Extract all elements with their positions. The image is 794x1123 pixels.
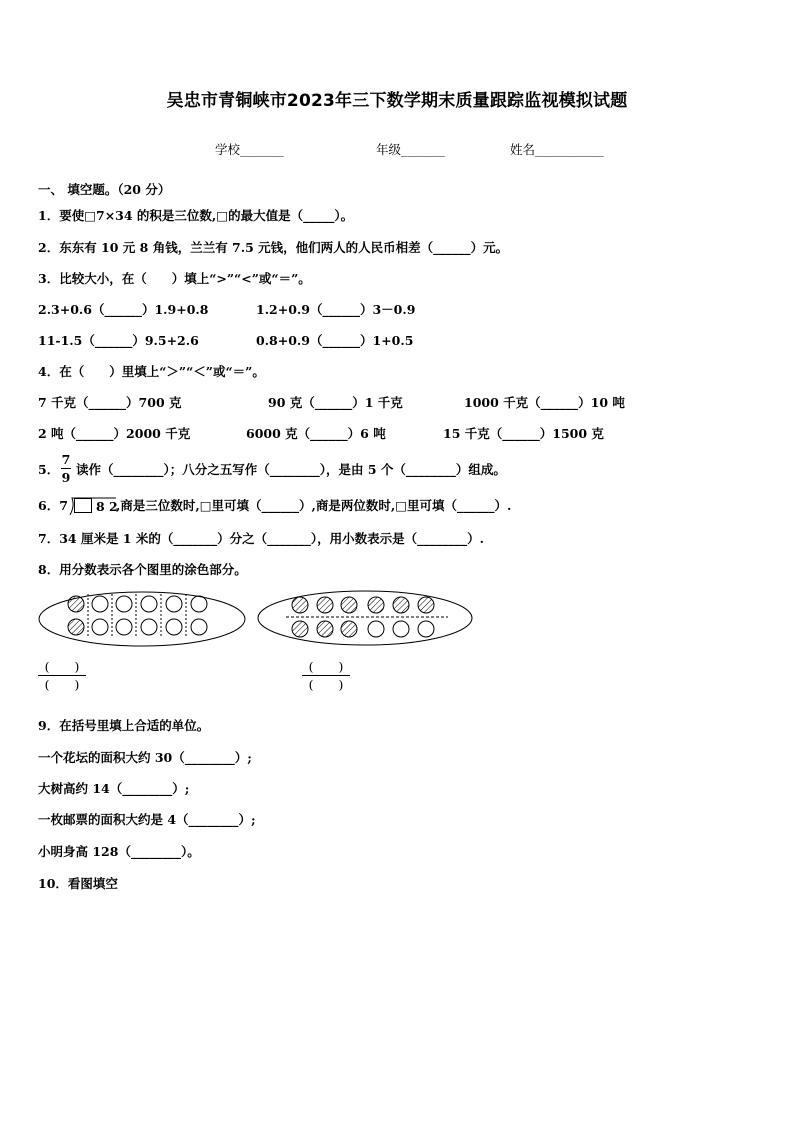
answer-denominator[interactable]: ( ) (44, 677, 80, 692)
question-4-item: 15 千克（______）1500 克 (443, 426, 604, 441)
answer-numerator[interactable]: ( ) (308, 659, 344, 674)
question-8-stem: 8．用分数表示各个图里的涂色部分。 (38, 562, 247, 577)
question-6-number: 6．7 (38, 498, 68, 513)
figure-right-ellipse (256, 588, 476, 648)
answer-denominator[interactable]: ( ) (308, 677, 344, 692)
question-9-item: 小明身高 128（________）。 (38, 844, 200, 859)
question-4-stem: 4．在（ ）里填上“＞”“＜”或“＝”。 (38, 364, 265, 379)
page-title: 吴忠市青铜峡市2023年三下数学期末质量跟踪监视模拟试题 (166, 91, 628, 111)
question-4-item: 6000 克（______）6 吨 (246, 426, 386, 441)
dividend-digits: 8 2 (96, 499, 118, 514)
question-6-text: ,商是三位数时,□里可填（______）,商是两位数时,□里可填（______）. (116, 498, 512, 513)
question-3-item: 0.8+0.9（______）1+0.5 (256, 333, 414, 348)
question-9-stem: 9．在括号里填上合适的单位。 (38, 718, 210, 733)
question-4-item: 1000 千克（______）10 吨 (464, 395, 625, 410)
question-3-item: 11-1.5（______）9.5+2.6 (38, 333, 199, 348)
question-3-item: 1.2+0.9（______）3－0.9 (256, 302, 416, 317)
question-5-text: 读作（________）；八分之五写作（________），是由 5 个（________）组成。 (76, 462, 506, 477)
fraction-numerator: 7 (61, 452, 71, 467)
question-4-item: 90 克（______）1 千克 (268, 395, 403, 410)
answer-numerator[interactable]: ( ) (44, 659, 80, 674)
figure-left-ellipse (36, 590, 248, 648)
question-3-item: 2.3+0.6（______）1.9+0.8 (38, 302, 209, 317)
question-7: 7．34 厘米是 1 米的（_______）分之（_______），用小数表示是（________）. (38, 531, 484, 546)
question-4-item: 7 千克（______）700 克 (38, 395, 182, 410)
fraction-bar (61, 468, 71, 469)
fraction-seven-ninths (61, 452, 71, 485)
question-3-stem: 3．比较大小，在（ ）填上“>”“<”或“＝”。 (38, 271, 311, 286)
section-heading-fill-blank: 一、 填空题。（20 分） (38, 182, 171, 197)
question-9-item: 大树高约 14（________）; (38, 781, 190, 796)
fraction-denominator: 9 (61, 470, 71, 485)
answer-fraction-right[interactable] (302, 658, 350, 693)
question-4-item: 2 吨（______）2000 千克 (38, 426, 191, 441)
dividend (74, 498, 118, 515)
question-9-item: 一枚邮票的面积大约是 4（________）; (38, 812, 256, 827)
answer-fraction-left[interactable] (38, 658, 86, 693)
school-field[interactable]: 学校_______ (215, 142, 284, 157)
blank-digit-box[interactable] (74, 498, 92, 513)
grade-field[interactable]: 年级_______ (376, 142, 445, 157)
question-2: 2．东东有 10 元 8 角钱，兰兰有 7.5 元钱，他们两人的人民币相差（______）元。 (38, 240, 509, 255)
question-9-item: 一个花坛的面积大约 30（________）; (38, 750, 252, 765)
question-1: 1．要使□7×34 的积是三位数,□的最大值是（_____）。 (38, 208, 354, 223)
question-10: 10．看图填空 (38, 876, 118, 891)
question-5-number: 5． (38, 462, 60, 477)
name-field[interactable]: 姓名___________ (510, 142, 604, 157)
